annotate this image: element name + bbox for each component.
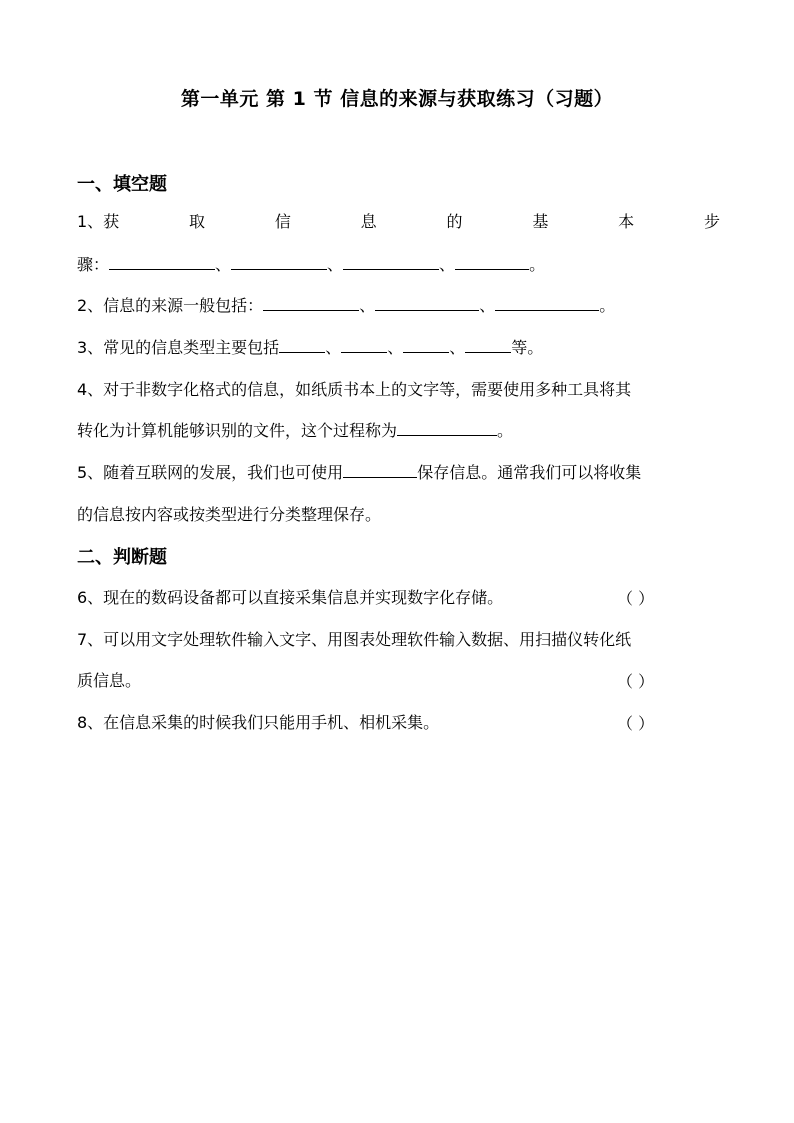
answer-blank[interactable] (343, 461, 417, 478)
q4-text: 转化为计算机能够识别的文件，这个过程称为 (77, 421, 398, 440)
answer-blank[interactable] (341, 336, 387, 353)
separator: 、 (387, 338, 404, 357)
q1-prefix: 骤： (77, 255, 110, 274)
q2-text: 2、信息的来源一般包括： (77, 296, 264, 315)
question-5-line-2: 的信息按内容或按类型进行分类整理保存。 (77, 505, 382, 524)
question-4-line-1: 4、对于非数字化格式的信息，如纸质书本上的文字等，需要使用多种工具将其 (77, 380, 632, 399)
answer-parentheses[interactable]: （ ） (617, 589, 655, 608)
question-7-line-2: 质信息。 (77, 671, 142, 690)
answer-blank[interactable] (455, 253, 529, 270)
separator: 、 (359, 296, 376, 315)
q1-char: 本 (618, 212, 635, 231)
q1-char: 1、获 (77, 212, 120, 231)
q1-char: 息 (360, 212, 377, 231)
q1-char: 信 (274, 212, 291, 231)
separator: 、 (449, 338, 466, 357)
question-1-line-1 (77, 210, 720, 234)
answer-blank[interactable] (109, 253, 215, 270)
period: 。 (497, 421, 514, 440)
question-6: 6、现在的数码设备都可以直接采集信息并实现数字化存储。 (77, 588, 504, 607)
period: 。 (599, 296, 616, 315)
period: 。 (529, 255, 546, 274)
answer-blank[interactable] (375, 294, 479, 311)
q5-text-b: 保存信息。通常我们可以将收集 (417, 463, 642, 482)
answer-blank[interactable] (263, 294, 359, 311)
question-7-line-1: 7、可以用文字处理软件输入文字、用图表处理软件输入数据、用扫描仪转化纸 (77, 630, 632, 649)
q3-text: 3、常见的信息类型主要包括 (77, 338, 280, 357)
answer-blank[interactable] (403, 336, 449, 353)
answer-blank[interactable] (495, 294, 599, 311)
question-1-line-2 (77, 253, 720, 277)
question-4-line-2 (77, 419, 720, 443)
separator: 、 (479, 296, 496, 315)
answer-blank[interactable] (279, 336, 325, 353)
question-3 (77, 336, 720, 360)
separator: 、 (325, 338, 342, 357)
q1-char: 取 (189, 212, 206, 231)
question-5-line-1 (77, 461, 720, 485)
q3-end: 等。 (511, 338, 544, 357)
q1-char: 的 (446, 212, 463, 231)
answer-parentheses[interactable]: （ ） (617, 714, 655, 733)
answer-blank[interactable] (465, 336, 511, 353)
q1-char: 基 (532, 212, 549, 231)
page-title: 第一单元 第 1 节 信息的来源与获取练习（习题） (180, 88, 614, 110)
answer-blank[interactable] (397, 419, 497, 436)
section-fill-blank-heading: 一、填空题 (77, 174, 167, 195)
separator: 、 (215, 255, 232, 274)
q1-char: 步 (703, 212, 720, 231)
answer-blank[interactable] (343, 253, 439, 270)
separator: 、 (439, 255, 456, 274)
question-2 (77, 294, 720, 318)
answer-parentheses[interactable]: （ ） (617, 672, 655, 691)
section-true-false-heading: 二、判断题 (77, 547, 167, 568)
question-8: 8、在信息采集的时候我们只能用手机、相机采集。 (77, 713, 440, 732)
answer-blank[interactable] (231, 253, 327, 270)
separator: 、 (327, 255, 344, 274)
q5-text-a: 5、随着互联网的发展，我们也可使用 (77, 463, 344, 482)
